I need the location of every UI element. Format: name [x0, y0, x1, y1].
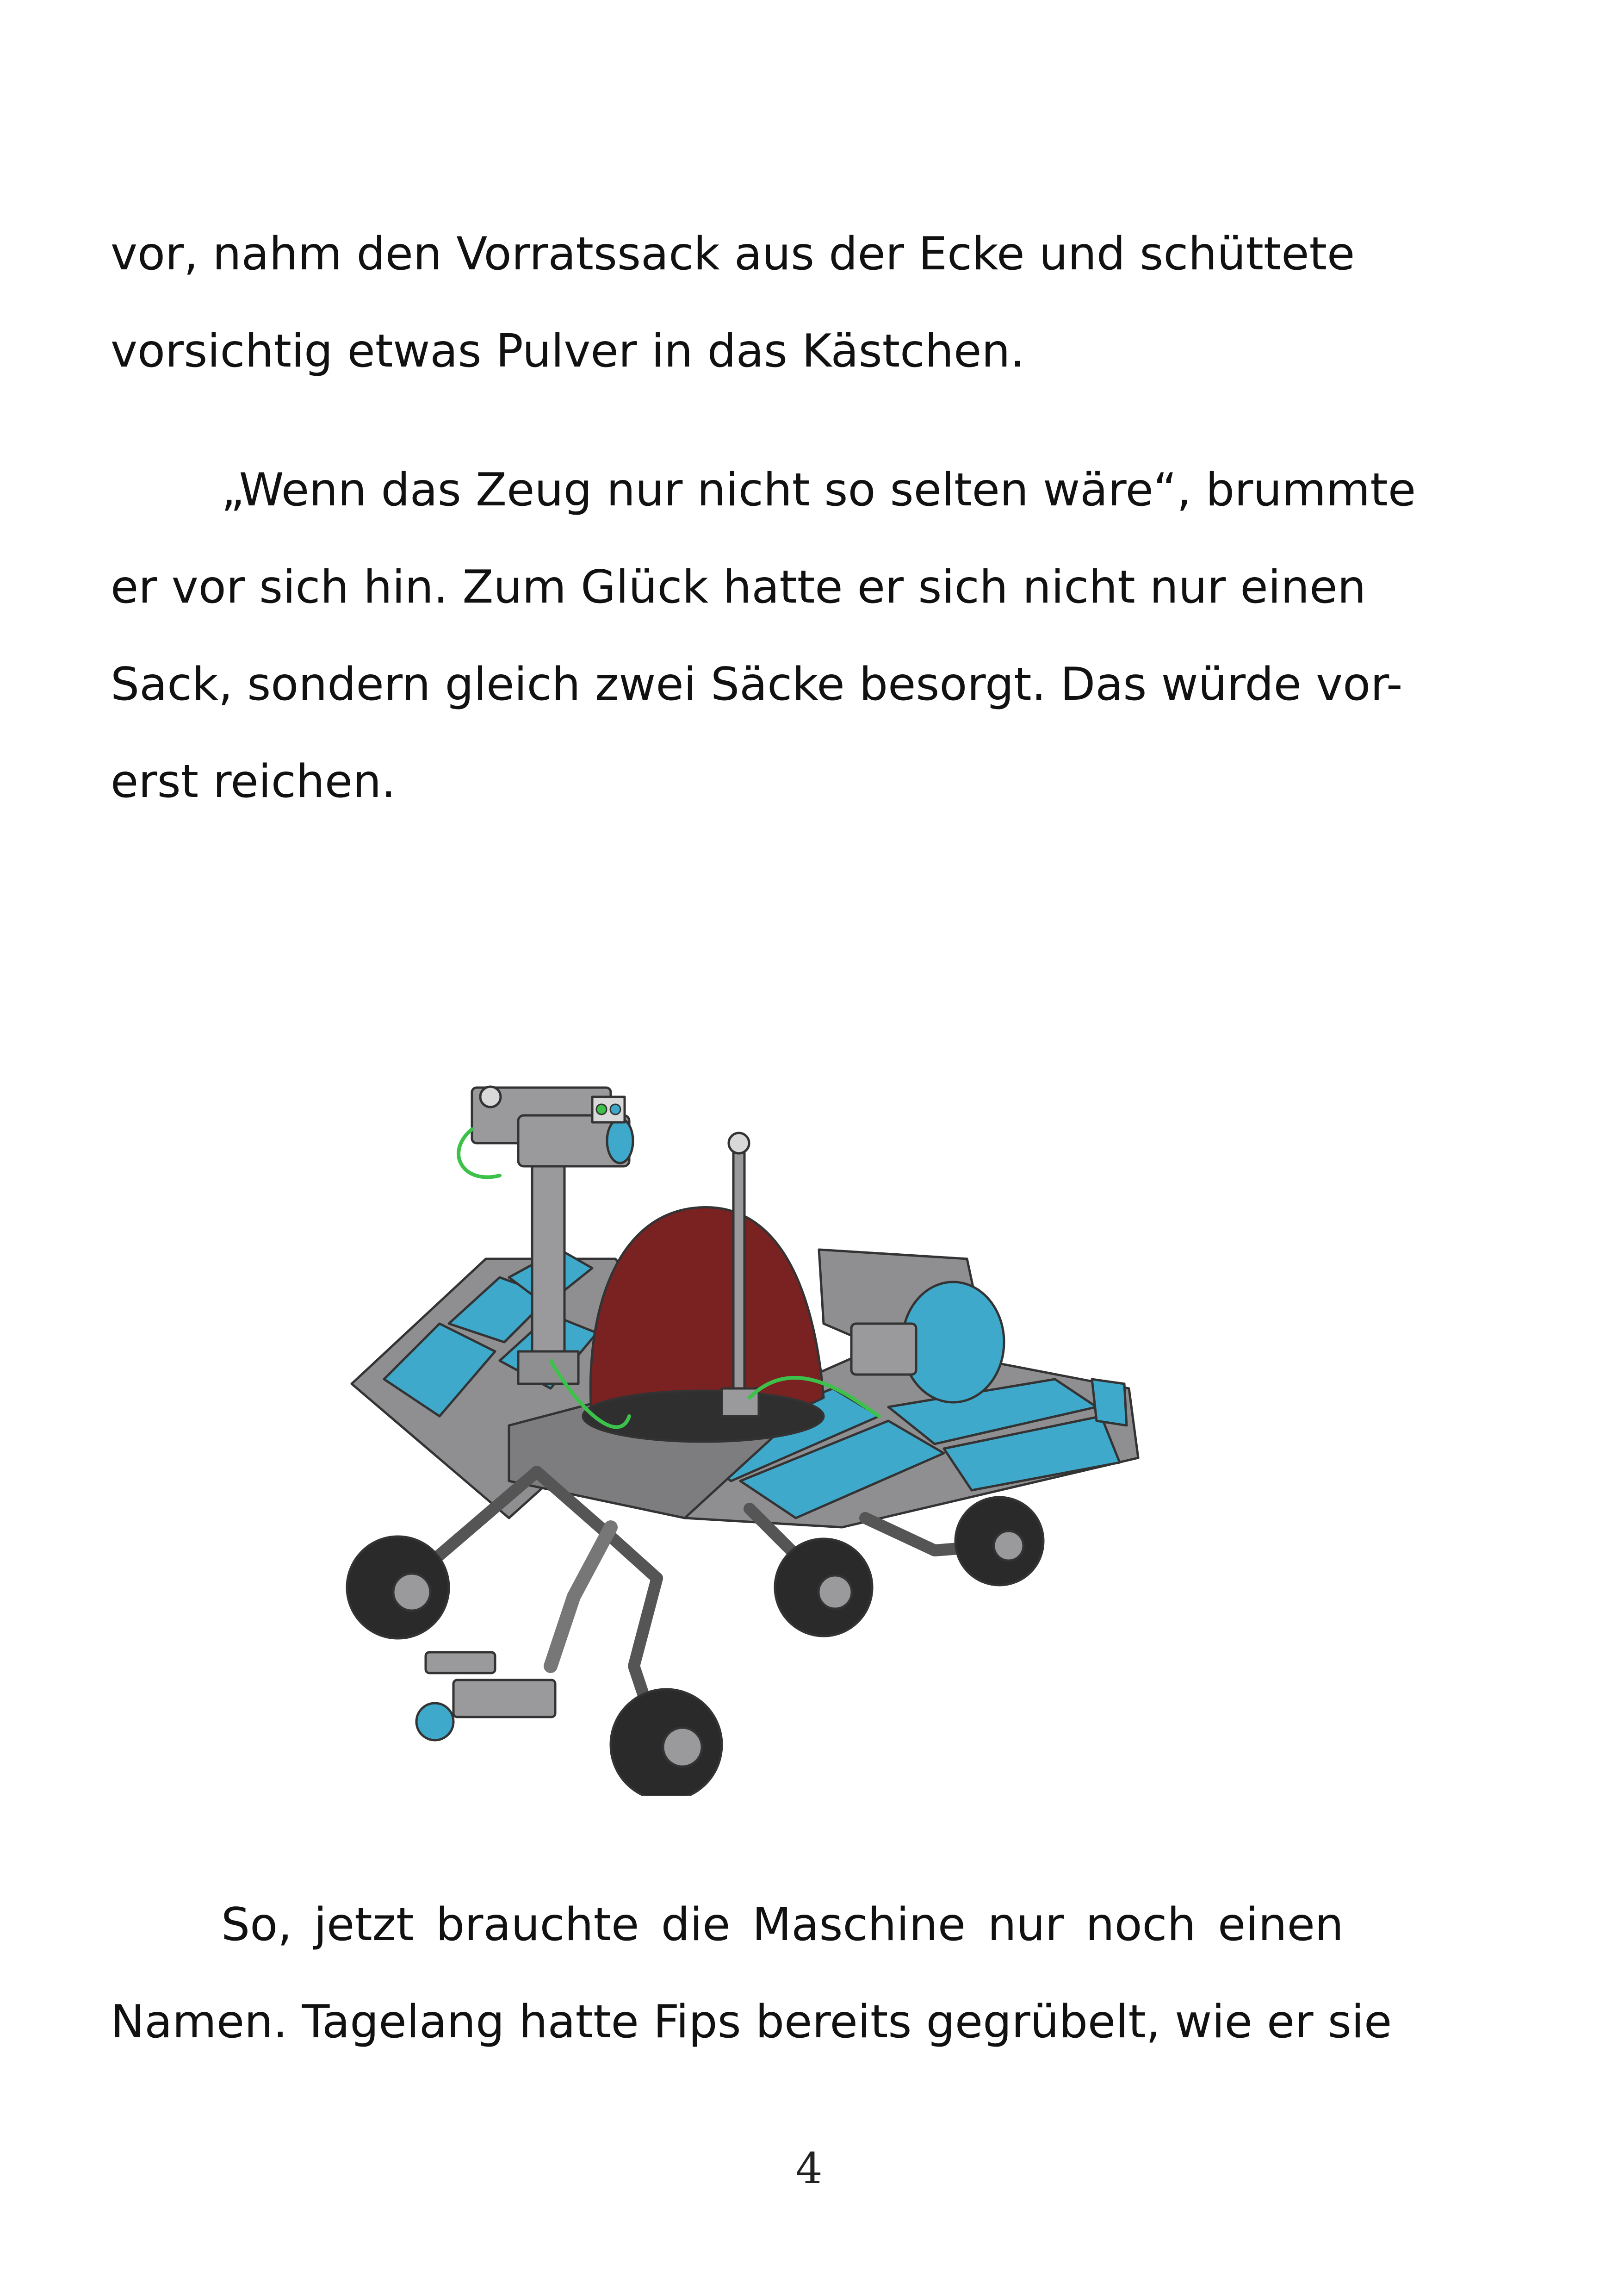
text-line-5: Sack, sondern gleich zwei Säcke besorgt. Das würde vor- — [111, 658, 1403, 711]
text-line-7: So, jetzt brauchte die Maschine nur noch einen — [221, 1898, 1344, 1951]
mars-rover-icon — [333, 1064, 1157, 1796]
text-line-8: Namen. Tagelang hatte Fips bereits gegrübelt, wie er sie — [111, 1996, 1392, 2048]
page-number: 4 — [795, 2144, 823, 2193]
text-line-1: vor, nahm den Vorratssack aus der Ecke und schüttete — [111, 228, 1355, 280]
text-line-3: „Wenn das Zeug nur nicht so selten wäre“, brummte — [221, 464, 1416, 516]
text-line-6: erst reichen. — [111, 755, 396, 808]
text-line-4: er vor sich hin. Zum Glück hatte er sich nicht nur einen — [111, 561, 1366, 614]
text-line-2: vorsichtig etwas Pulver in das Kästchen. — [111, 325, 1025, 378]
